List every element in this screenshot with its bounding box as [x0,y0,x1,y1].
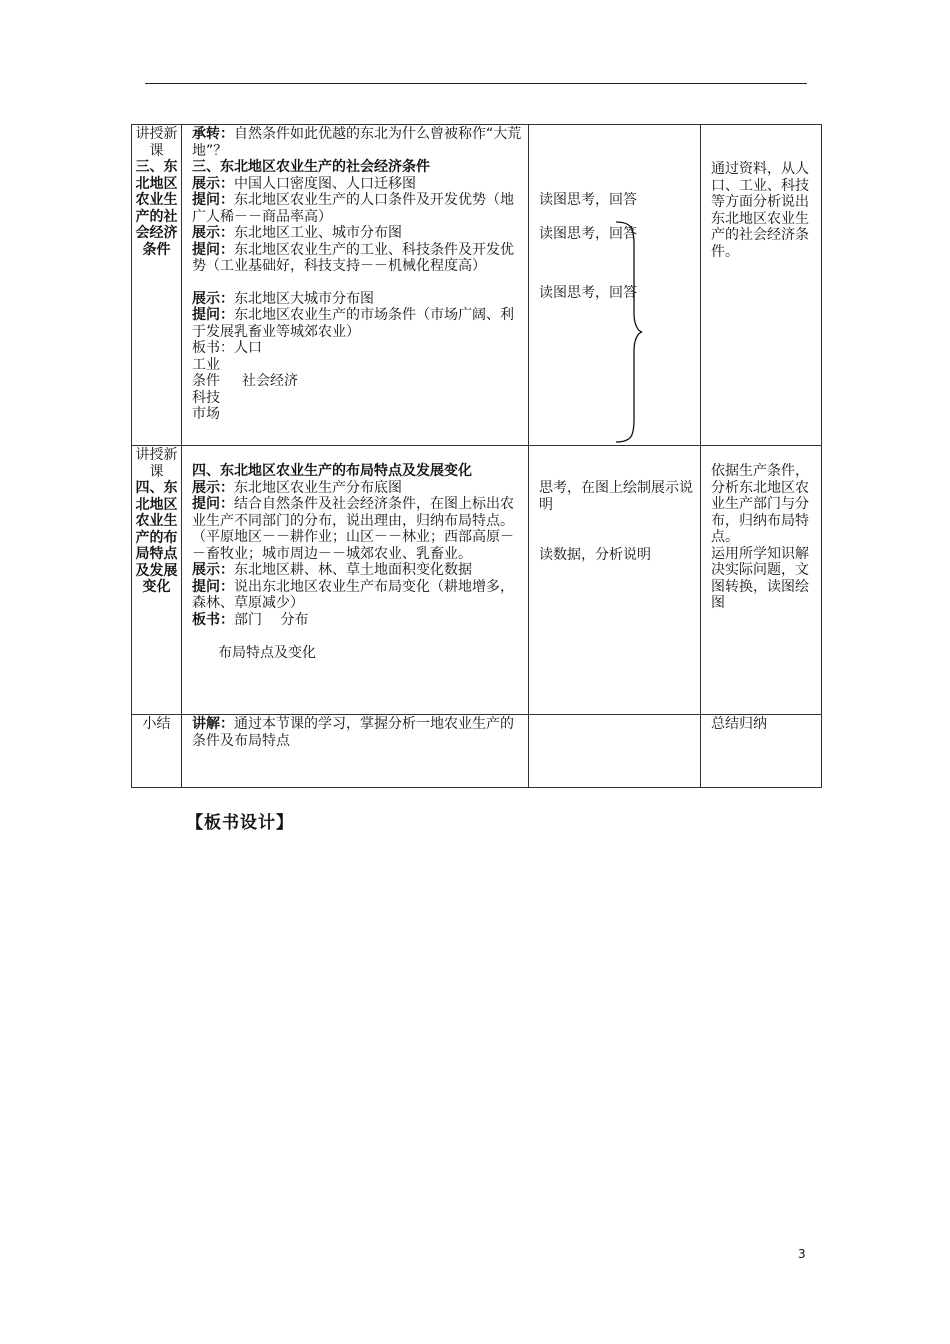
show-line: 展示：东北地区耕、林、草土地面积变化数据 [192,562,472,578]
stage-cell [132,125,182,446]
stage-label: 讲授新课 [135,447,178,480]
student-activity: 读数据，分析说明 [539,547,651,563]
section-heading: 三、东北地区农业生产的社会经济条件 [192,159,430,175]
show-line: 展示：东北地区农业生产分布底图 [192,479,402,496]
question-line: 提问：结合自然条件及社会经济条件，在图上标出农业生产不同部门的分布，说出理由，归纳布局特点。 [192,496,514,529]
section-heading: 四、东北地区农业生产的布局特点及发展变化 [192,463,472,479]
design-intent: 运用所学知识解决实际问题，文图转换，读图绘图 [711,545,809,611]
stage-cell [132,715,182,788]
table-row [132,715,822,788]
student-activity-cell [529,715,701,788]
student-activity: 读图思考，回答 [539,285,637,301]
teacher-activity-cell [182,446,529,715]
student-activity-cell [529,446,701,715]
design-intent: 总结归纳 [711,716,767,732]
design-intent-cell [701,125,822,446]
question-line: 提问：说出东北地区农业生产布局变化（耕地增多，森林、草原减少） [192,578,514,611]
board-line: 布局特点及变化 [218,645,316,661]
curly-brace-icon [614,221,644,443]
design-intent-cell [701,446,822,715]
board-line: 科技 [192,389,220,406]
student-activity: 读图思考，回答 [539,225,637,242]
summary-line: 讲解：通过本节课的学习，掌握分析一地农业生产的条件及布局特点 [192,716,514,749]
board-line: 板书：人口 [192,340,262,356]
lesson-plan-table [131,124,822,788]
stage-title: 四、东北地区农业生产的布局特点及发展变化 [135,480,178,595]
stage-title: 三、东北地区农业生产的社会经济条件 [135,159,178,258]
page-number: 3 [798,1247,806,1261]
student-activity: 思考，在图上绘制展示说明 [539,480,693,513]
note-line: （平原地区－－耕作业；山区－－林业；西部高原－－畜牧业；城市周边－－城郊农业、乳畜业。 [192,529,514,562]
question-line: 提问：东北地区农业生产的人口条件及开发优势（地广人稀－－商品率高） [192,192,514,225]
header-rule [145,83,807,84]
show-line: 展示：东北地区工业、城市分布图 [192,225,402,241]
student-activity: 读图思考，回答 [539,192,637,208]
stage-cell [132,446,182,715]
show-line: 展示：中国人口密度图、人口迁移图 [192,175,416,192]
table-row [132,446,822,715]
board-design-title: 【板书设计】 [186,813,294,833]
board-line: 市场 [192,406,220,422]
design-intent: 通过资料，从人口、工业、科技等方面分析说出东北地区农业生产的社会经济条件。 [711,161,809,260]
question-line: 提问：东北地区农业生产的工业、科技条件及开发优势（工业基础好，科技支持－－机械化程度高） [192,241,514,274]
board-line: 工业 [192,356,220,373]
stage-label: 讲授新课 [135,126,178,159]
stage-label: 小结 [142,716,171,732]
show-line: 展示：东北地区大城市分布图 [192,290,374,307]
board-line: 板书：部门 分布 [192,611,309,628]
table-row [132,125,822,446]
design-intent: 依据生产条件，分析东北地区农业生产部门与分布，归纳布局特点。 [711,463,809,545]
board-line: 条件 社会经济 [192,373,298,389]
design-intent-cell [701,715,822,788]
transition-line: 承转：自然条件如此优越的东北为什么曾被称作“大荒地”？ [192,126,522,159]
teacher-activity-cell [182,125,529,446]
question-line: 提问：东北地区农业生产的市场条件（市场广阔、利于发展乳畜业等城郊农业） [192,307,514,340]
teacher-activity-cell [182,715,529,788]
